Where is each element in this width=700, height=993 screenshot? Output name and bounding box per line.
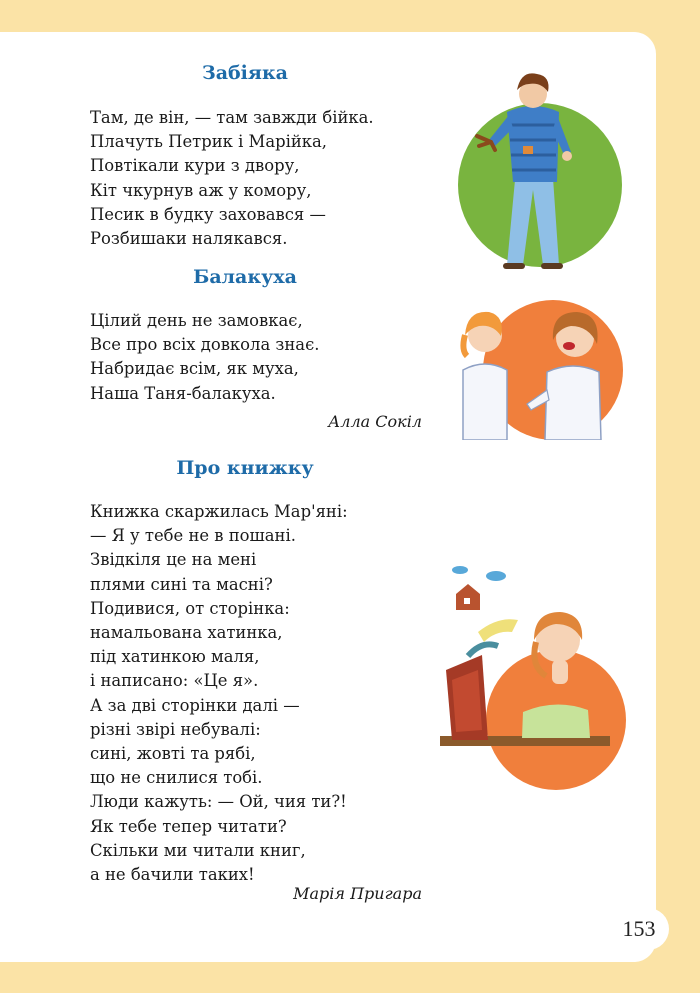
chatterbox-girls-illustration: [435, 290, 630, 440]
bully-boy-illustration: [455, 60, 630, 275]
author-mariya-pryhara: Марія Пригара: [293, 884, 422, 903]
poem-line: і написано: «Це я».: [90, 671, 259, 691]
poem-line: Набридає всім, як муха,: [90, 359, 299, 379]
poem-line: Звідкіля це на мені: [90, 550, 257, 570]
poem-line: що не снилися тобі.: [90, 768, 263, 788]
poem-line: Люди кажуть: — Ой, чия ти?!: [90, 792, 347, 812]
poem-body-zabiyaka: [90, 106, 374, 251]
poem-line: Плачуть Петрик і Марійка,: [90, 132, 327, 152]
poem-body-balakukha: [90, 309, 319, 406]
poem-line: Подивися, от сторінка:: [90, 598, 290, 618]
poem-line: а не бачили таких!: [90, 865, 255, 885]
poem-line: Як тебе тепер читати?: [90, 816, 287, 836]
poem-line: сині, жовті та рябі,: [90, 744, 256, 764]
poem-title-pro-knyzhku: Про книжку: [176, 457, 314, 479]
poem-title-zabiyaka: Забіяка: [202, 62, 288, 84]
poem-line: Все про всіх довкола знає.: [90, 335, 320, 355]
poem-line: Цілий день не замовкає,: [90, 311, 303, 330]
poem-line: Песик в будку заховався —: [90, 204, 326, 224]
poem-line: Розбишаки налякався.: [90, 229, 288, 249]
poem-line: А за дві сторінки далі —: [90, 695, 300, 715]
poem-line: Кіт чкурнув аж у комору,: [90, 180, 312, 200]
poem-line: — Я у тебе не в пошані.: [90, 526, 296, 546]
poem-body-pro-knyzhku: [90, 500, 348, 887]
poem-line: Книжка скаржилась Мар'яні:: [90, 502, 348, 521]
poem-line: Повтікали кури з двору,: [90, 156, 300, 176]
page-number: 153: [609, 908, 669, 950]
book-girl-illustration: [438, 560, 633, 800]
poem-line: під хатинкою маля,: [90, 647, 260, 667]
author-alla-sokil: Алла Сокіл: [328, 412, 422, 431]
poem-line: Наша Таня-балакуха.: [90, 383, 276, 403]
poem-line: плями сині та масні?: [90, 574, 273, 594]
poem-line: Там, де він, — там завжди бійка.: [90, 108, 374, 127]
poem-line: різні звірі небувалі:: [90, 719, 261, 739]
poem-line: намальована хатинка,: [90, 623, 283, 643]
poem-title-balakukha: Балакуха: [193, 266, 297, 288]
poem-line: Скільки ми читали книг,: [90, 840, 306, 860]
